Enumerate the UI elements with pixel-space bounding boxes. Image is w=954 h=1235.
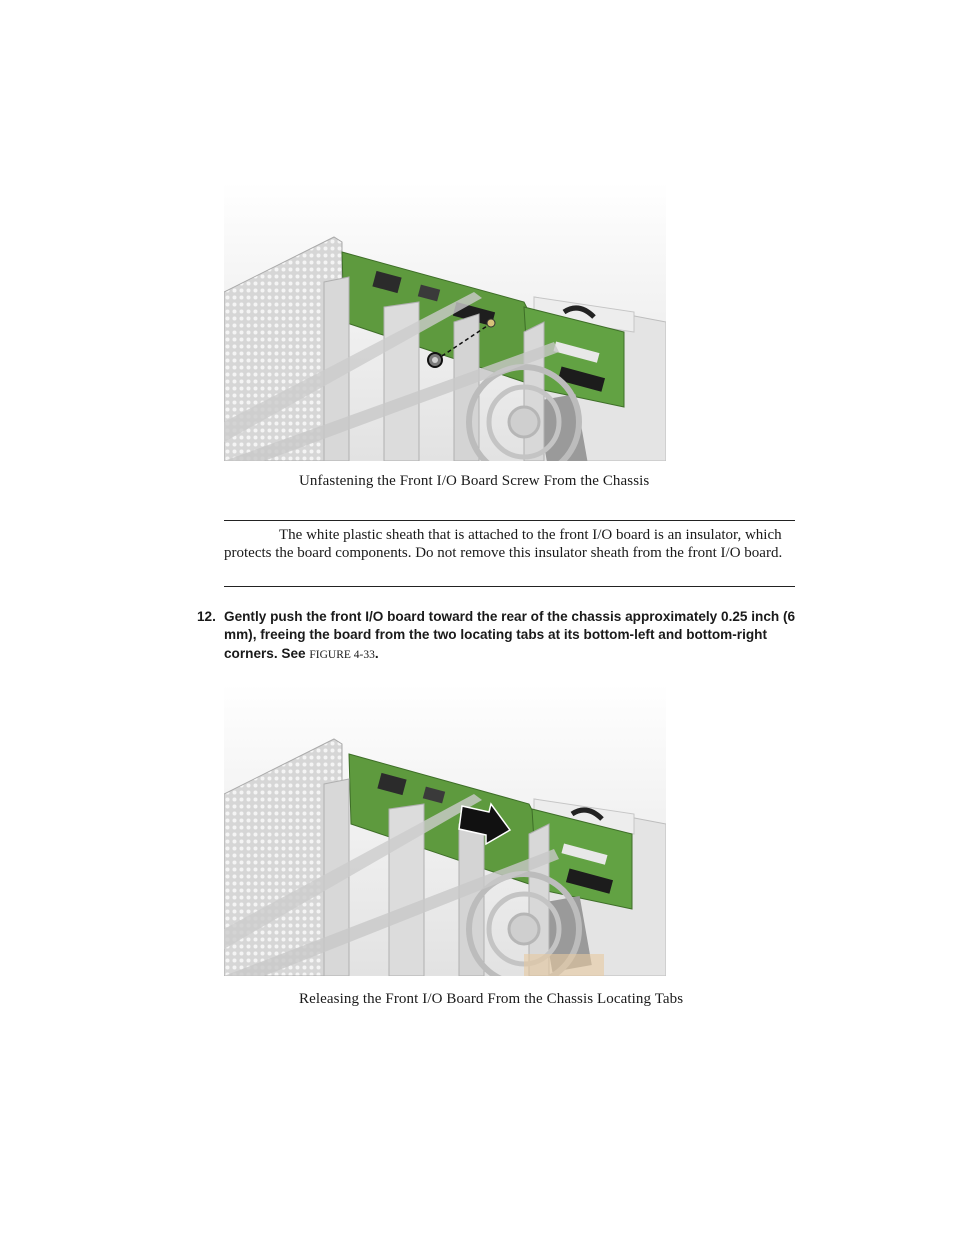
figure-cross-reference-link[interactable]: FIGURE 4-33 <box>309 648 375 661</box>
insulator-note <box>224 520 795 587</box>
chassis-illustration-1 <box>224 182 666 461</box>
figure-caption-2: Releasing the Front I/O Board From the Chassis Locating Tabs <box>299 991 684 1007</box>
figure-caption-1: Unfastening the Front I/O Board Screw From the Chassis <box>299 473 650 489</box>
step-number: 12. <box>197 609 216 624</box>
step-12 <box>197 608 797 664</box>
chassis-illustration-2 <box>224 684 666 976</box>
step-instruction: Gently push the front I/O board toward the rear of the chassis approximately 0.25 inch (6 mm), freeing the board from the two locating tabs at its bottom-left and bottom-right corners. See <box>224 609 796 661</box>
note-text: The white plastic sheath that is attached to the front I/O board is an insulator, which protects the board components. Do not remove this insulator sheath from the front I/O board. <box>224 527 783 562</box>
figure-screw-removal-illustration <box>224 182 666 461</box>
step-text-block <box>224 608 797 664</box>
figure-release-tabs-illustration <box>224 684 666 976</box>
step-end-punctuation: . <box>374 645 379 661</box>
